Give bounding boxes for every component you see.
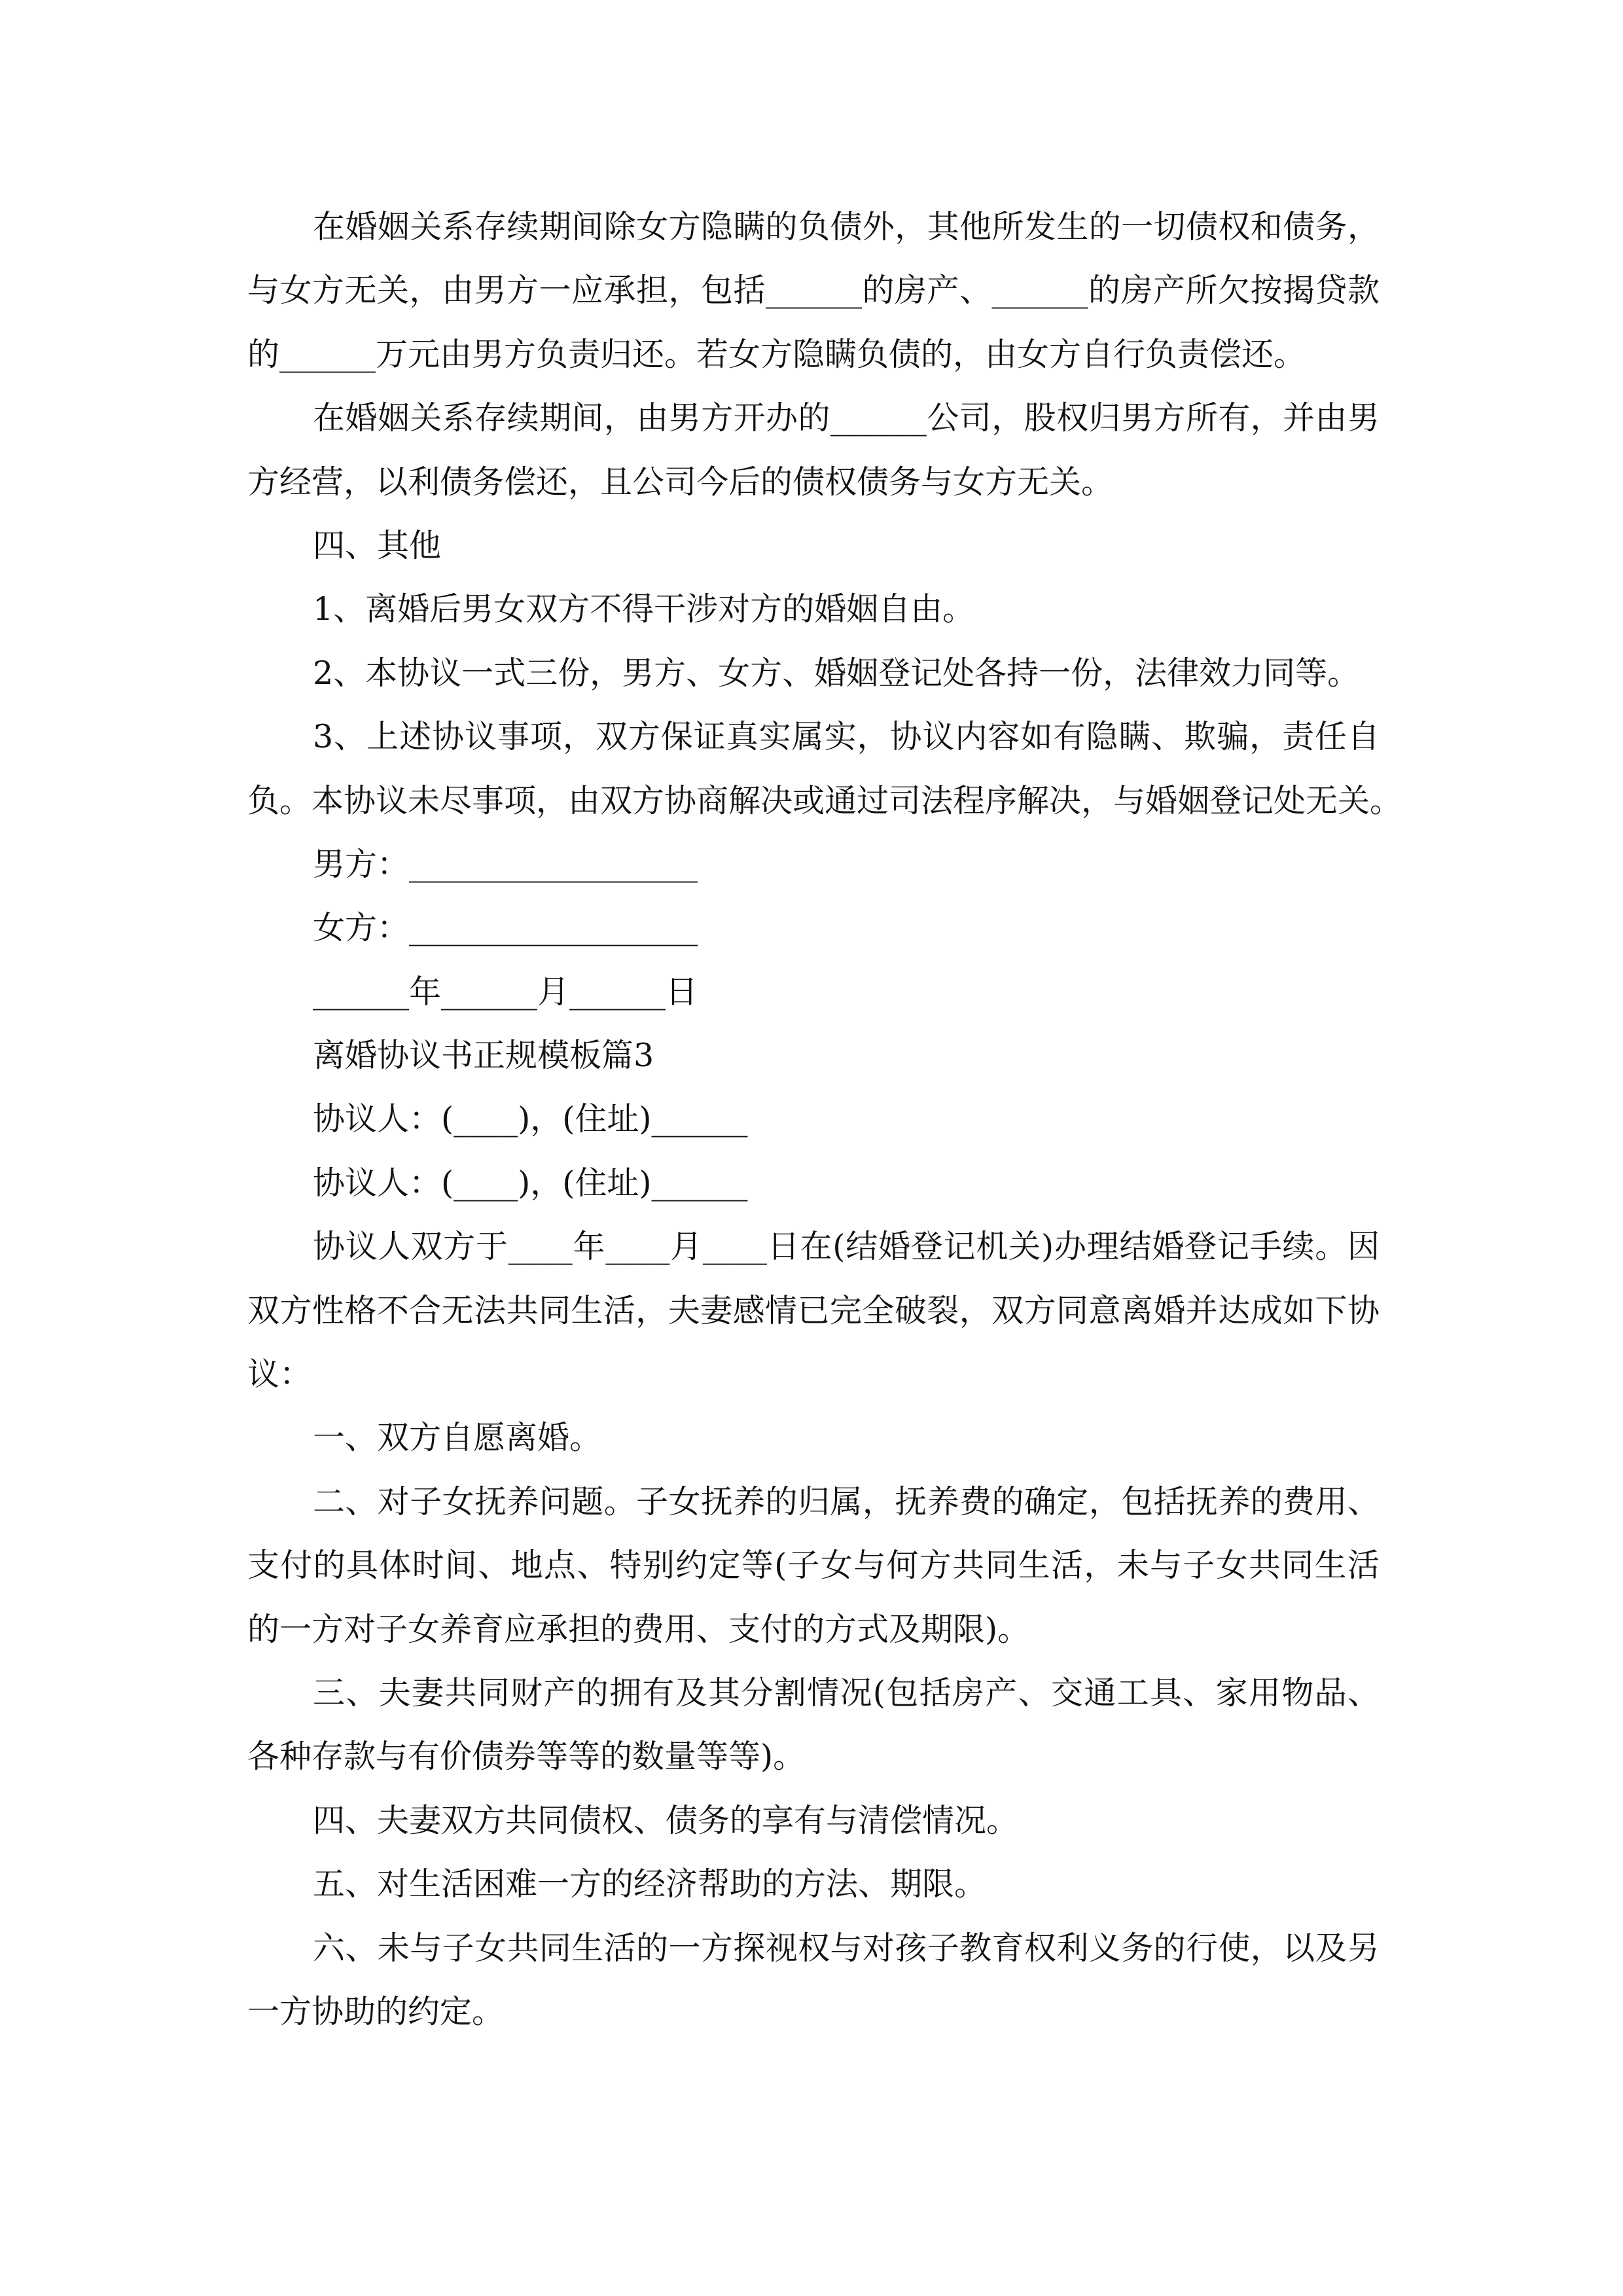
text-line: 一方协助的约定。 bbox=[247, 1992, 505, 2030]
text-line: ______年______月______日 bbox=[313, 973, 698, 1011]
text-line: 男方：__________________ bbox=[313, 845, 698, 883]
text-line: 四、夫妻双方共同债权、债务的享有与清偿情况。 bbox=[313, 1801, 1019, 1839]
text-line: 协议人：(____)，(住址)______ bbox=[313, 1164, 748, 1202]
text-line: 支付的具体时间、地点、特别约定等(子女与何方共同生活，未与子女共同生活 bbox=[247, 1547, 1380, 1585]
text-line: 与女方无关，由男方一应承担，包括______的房产、______的房产所欠按揭贷款 bbox=[247, 272, 1380, 310]
document-body bbox=[247, 195, 1402, 2043]
text-line: 六、未与子女共同生活的一方探视权与对孩子教育权利义务的行使，以及另 bbox=[313, 1929, 1380, 1967]
text-line: 的______万元由男方负责归还。若女方隐瞒负债的，由女方自行负责偿还。 bbox=[247, 335, 1306, 373]
text-line: 负。本协议未尽事项，由双方协商解决或通过司法程序解决，与婚姻登记处无关。 bbox=[247, 781, 1402, 819]
text-line: 二、对子女抚养问题。子女抚养的归属，抚养费的确定，包括抚养的费用、 bbox=[313, 1482, 1380, 1520]
text-line: 1、离婚后男女双方不得干涉对方的婚姻自由。 bbox=[313, 590, 975, 628]
text-line: 议： bbox=[247, 1355, 312, 1393]
text-line: 2、本协议一式三份，男方、女方、婚姻登记处各持一份，法律效力同等。 bbox=[313, 654, 1360, 692]
text-line: 三、夫妻共同财产的拥有及其分割情况(包括房产、交通工具、家用物品、 bbox=[313, 1674, 1380, 1712]
text-line: 方经营，以利债务偿还，且公司今后的债权债务与女方无关。 bbox=[247, 463, 1114, 501]
text-line: 五、对生活困难一方的经济帮助的方法、期限。 bbox=[313, 1865, 987, 1903]
text-line: 在婚姻关系存续期间，由男方开办的______公司，股权归男方所有，并由男 bbox=[313, 399, 1380, 437]
text-line: 一、双方自愿离婚。 bbox=[313, 1419, 602, 1457]
text-line: 女方：__________________ bbox=[313, 909, 698, 947]
text-line: 的一方对子女养育应承担的费用、支付的方式及期限)。 bbox=[247, 1610, 1030, 1648]
text-line: 各种存款与有价债券等等的数量等等)。 bbox=[247, 1738, 806, 1776]
text-line: 四、其他 bbox=[313, 526, 442, 564]
text-line: 协议人双方于____年____月____日在(结婚登记机关)办理结婚登记手续。因 bbox=[313, 1228, 1380, 1266]
text-line: 3、上述协议事项，双方保证真实属实，协议内容如有隐瞒、欺骗，责任自 bbox=[313, 718, 1380, 756]
text-line: 离婚协议书正规模板篇3 bbox=[313, 1037, 654, 1075]
text-line: 协议人：(____)，(住址)______ bbox=[313, 1100, 748, 1138]
text-line: 在婚姻关系存续期间除女方隐瞒的负债外，其他所发生的一切债权和债务， bbox=[313, 208, 1380, 245]
text-line: 双方性格不合无法共同生活，夫妻感情已完全破裂，双方同意离婚并达成如下协 bbox=[247, 1291, 1380, 1329]
